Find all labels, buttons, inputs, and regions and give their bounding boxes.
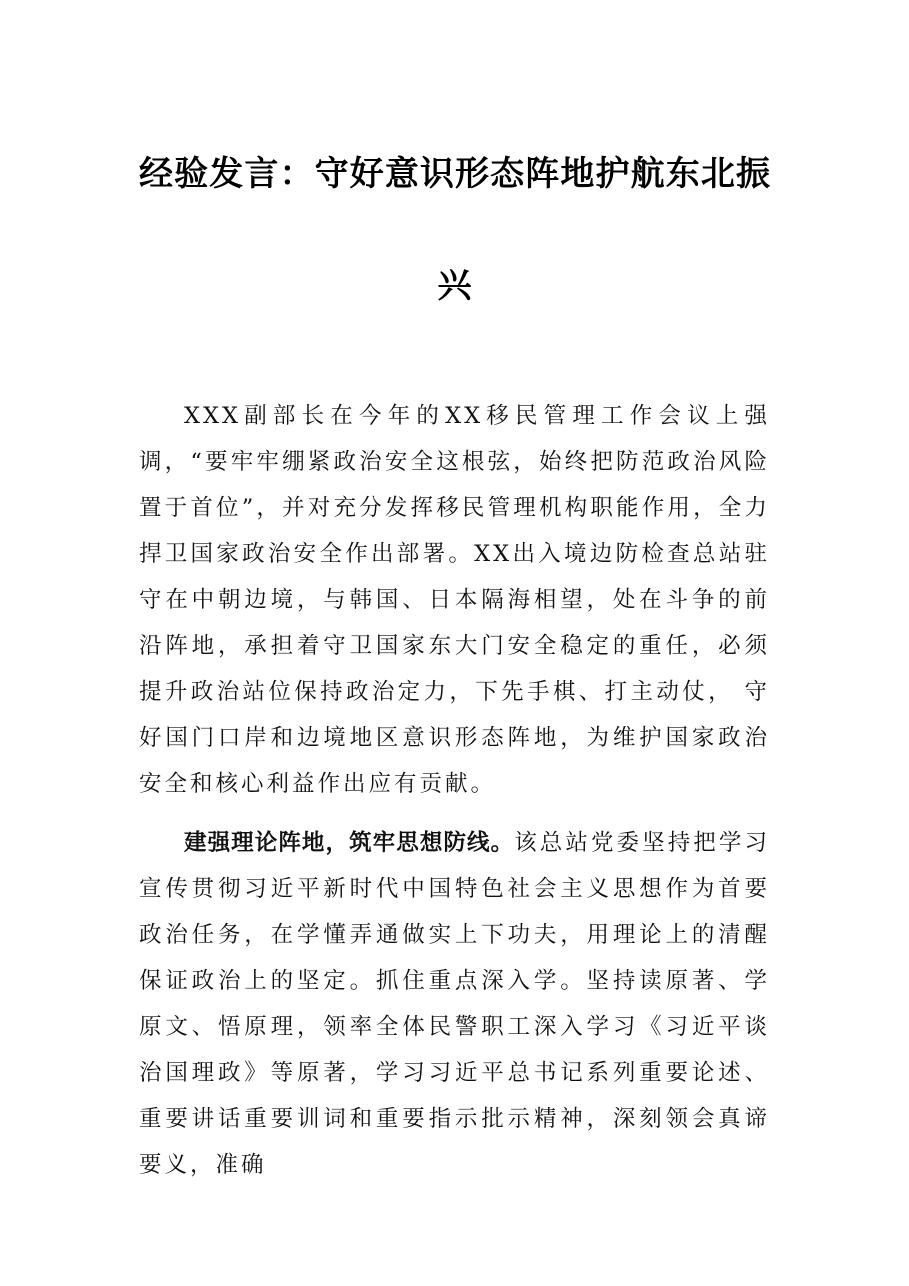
document-title-line-1: 经验发言：守好意识形态阵地护航东北振 (139, 154, 770, 194)
paragraph-theory (139, 820, 770, 1188)
document-title-line-2: 兴 (437, 266, 472, 306)
paragraph-intro-text: XXX副部长在今年的XX移民管理工作会议上强调，“要牢牢绷紧政治安全这根弦，始终把防范政治风险置于首位”，并对充分发挥移民管理机构职能作用，全力捍卫国家政治安全作出部署。XX出入境边防检查总站驻守在中朝边境，与韩国、日本隔海相望，处在斗争的前沿阵地，承担着守卫国家东大门安全稳定的重任，必须提升政治站位保持政治定力，下先手棋、打主动仗， 守好国门口岸和边境地区意识形态阵地，为维护国家政治安全和核心利益作出应有贡献。 (139, 403, 770, 797)
paragraph-theory-text: 该总站党委坚持把学习宣传贯彻习近平新时代中国特色社会主义思想作为首要政治任务，在学懂弄通做实上下功夫，用理论上的清醒保证政治上的坚定。抓住重点深入学。坚持读原著、学原文、悟原理，领率全体民警职工深入学习《习近平谈治国理政》等原著，学习习近平总书记系列重要论述、重要讲话重要训词和重要指示批示精神，深刻领会真谛要义，准确 (139, 830, 770, 1178)
paragraph-intro (139, 393, 770, 807)
paragraph-theory-heading: 建强理论阵地，筑牢思想防线。 (184, 830, 515, 856)
document-body (139, 393, 770, 1188)
